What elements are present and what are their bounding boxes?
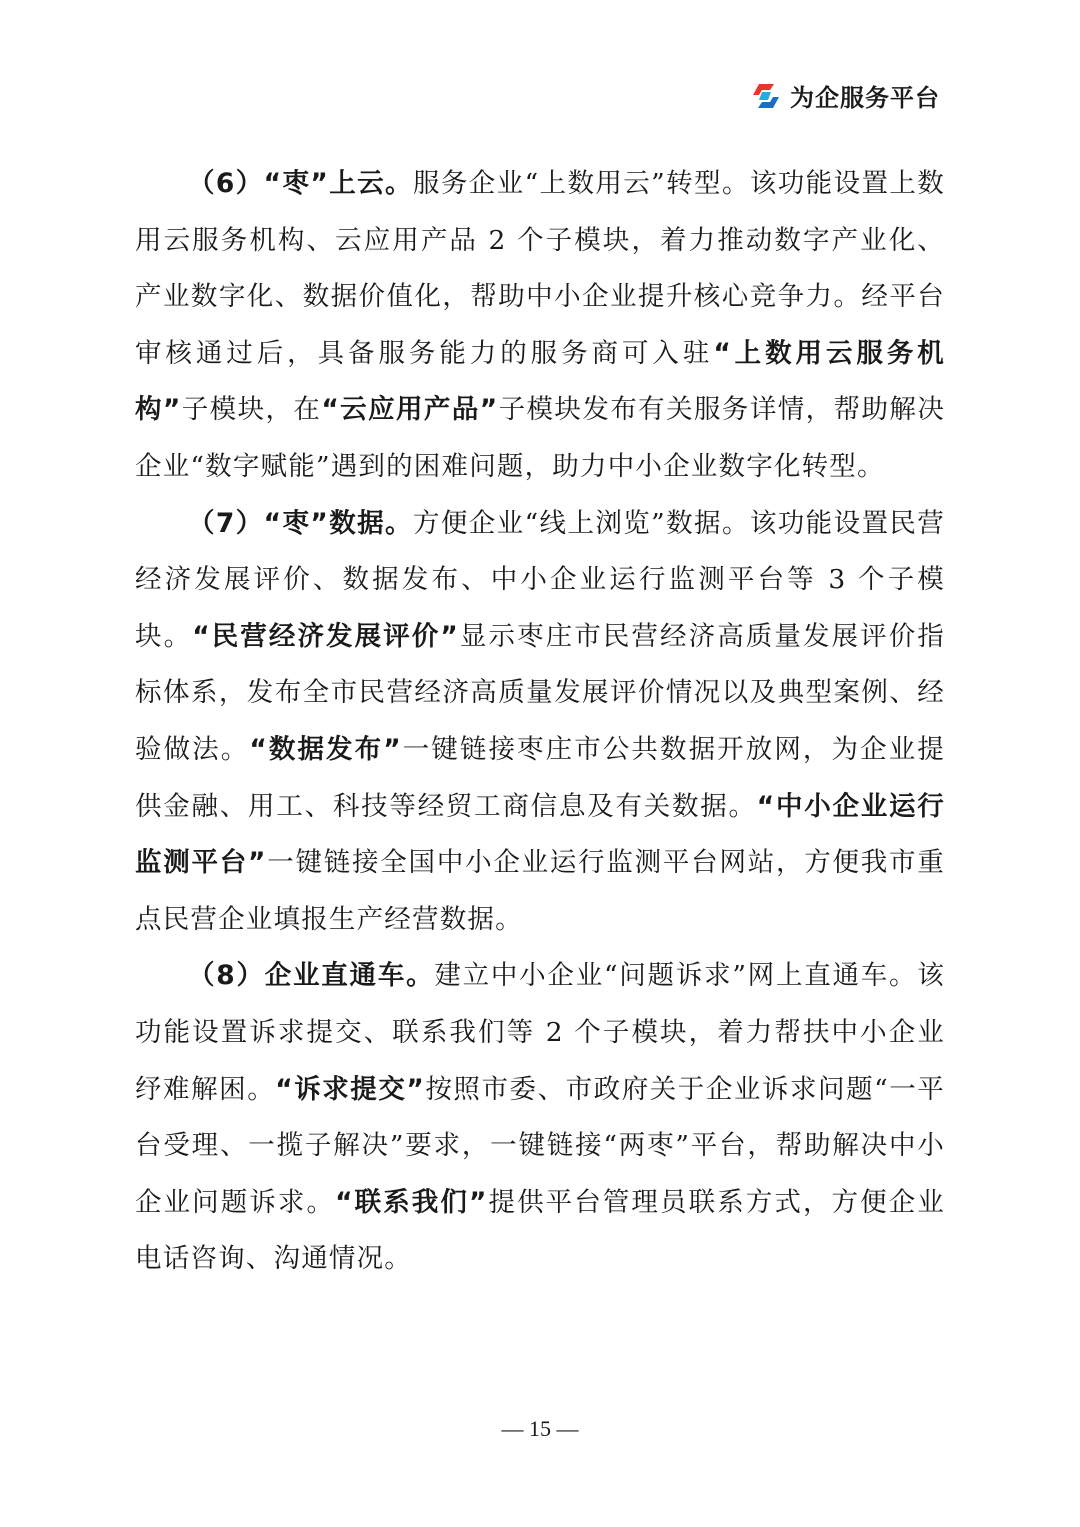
item-7-text: 方便企业“线上浏览”数据。该功能设置民营经济发展评价、数据发布、中小企业运行监测平台等 3 个子模块。 (135, 507, 945, 652)
item-8-text: 提供平台管理员联系方式，方便企业电话咨询、沟通情况。 (135, 1186, 946, 1275)
item-8-text: 按照市委、市政府关于企业诉求问题“一平台受理、一揽子解决”要求，一键链接“两枣”平台，帮助解决中小企业问题诉求。 (135, 1073, 945, 1218)
item-6-term-cloud-product: “云应用产品” (321, 394, 499, 426)
item-6-term-cloud-service: “上数用云服务机构” (135, 337, 945, 426)
item-7-text: 显示枣庄市民营经济高质量发展评价指标体系，发布全市民营经济高质量发展评价情况以及典型案例、经验做法。 (135, 620, 945, 765)
item-7-heading: （7）“枣”数据。 (188, 507, 413, 539)
paragraph-item-8 (135, 948, 945, 1288)
document-body (135, 156, 945, 1288)
item-7-term-monitoring-platform: “中小企业运行监测平台” (135, 790, 945, 879)
item-8-heading: （8）企业直通车。 (188, 960, 435, 992)
paragraph-item-7 (135, 496, 945, 949)
platform-logo-icon (750, 80, 782, 112)
item-6-heading: （6）“枣”上云。 (188, 168, 413, 199)
item-7-term-data-release: “数据发布” (249, 733, 402, 765)
page-number: — 15 — (501, 1416, 579, 1441)
paragraph-item-6 (135, 156, 945, 496)
item-6-text: 服务企业“上数用云”转型。该功能设置上数用云服务机构、云应用产品 2 个子模块，着力推动数字产业化、产业数字化、数据价值化，帮助中小企业提升核心竞争力。经平台审核通过后，具备服务能力的服务商可入驻 (135, 168, 945, 369)
item-7-term-economy-evaluation: “民营经济发展评价” (192, 620, 460, 652)
item-8-term-submit-request: “诉求提交” (275, 1073, 426, 1105)
item-8-term-contact-us: “联系我们” (335, 1186, 488, 1218)
item-7-text: 一键链接全国中小企业运行监测平台网站，方便我市重点民营企业填报生产经营数据。 (135, 847, 945, 935)
item-7-text: 一键链接枣庄市公共数据开放网，为企业提供金融、用工、科技等经贸工商信息及有关数据。 (135, 733, 945, 822)
item-6-text: 子模块发布有关服务详情，帮助解决企业“数字赋能”遇到的困难问题，助力中小企业数字化转型。 (135, 394, 946, 482)
item-8-text: 建立中小企业“问题诉求”网上直通车。该功能设置诉求提交、联系我们等 2 个子模块，着力帮扶中小企业纾难解困。 (135, 960, 945, 1105)
brand-name: 为企服务平台 (790, 84, 940, 112)
item-6-text: 子模块，在 (181, 394, 322, 426)
header-brand (750, 78, 940, 113)
